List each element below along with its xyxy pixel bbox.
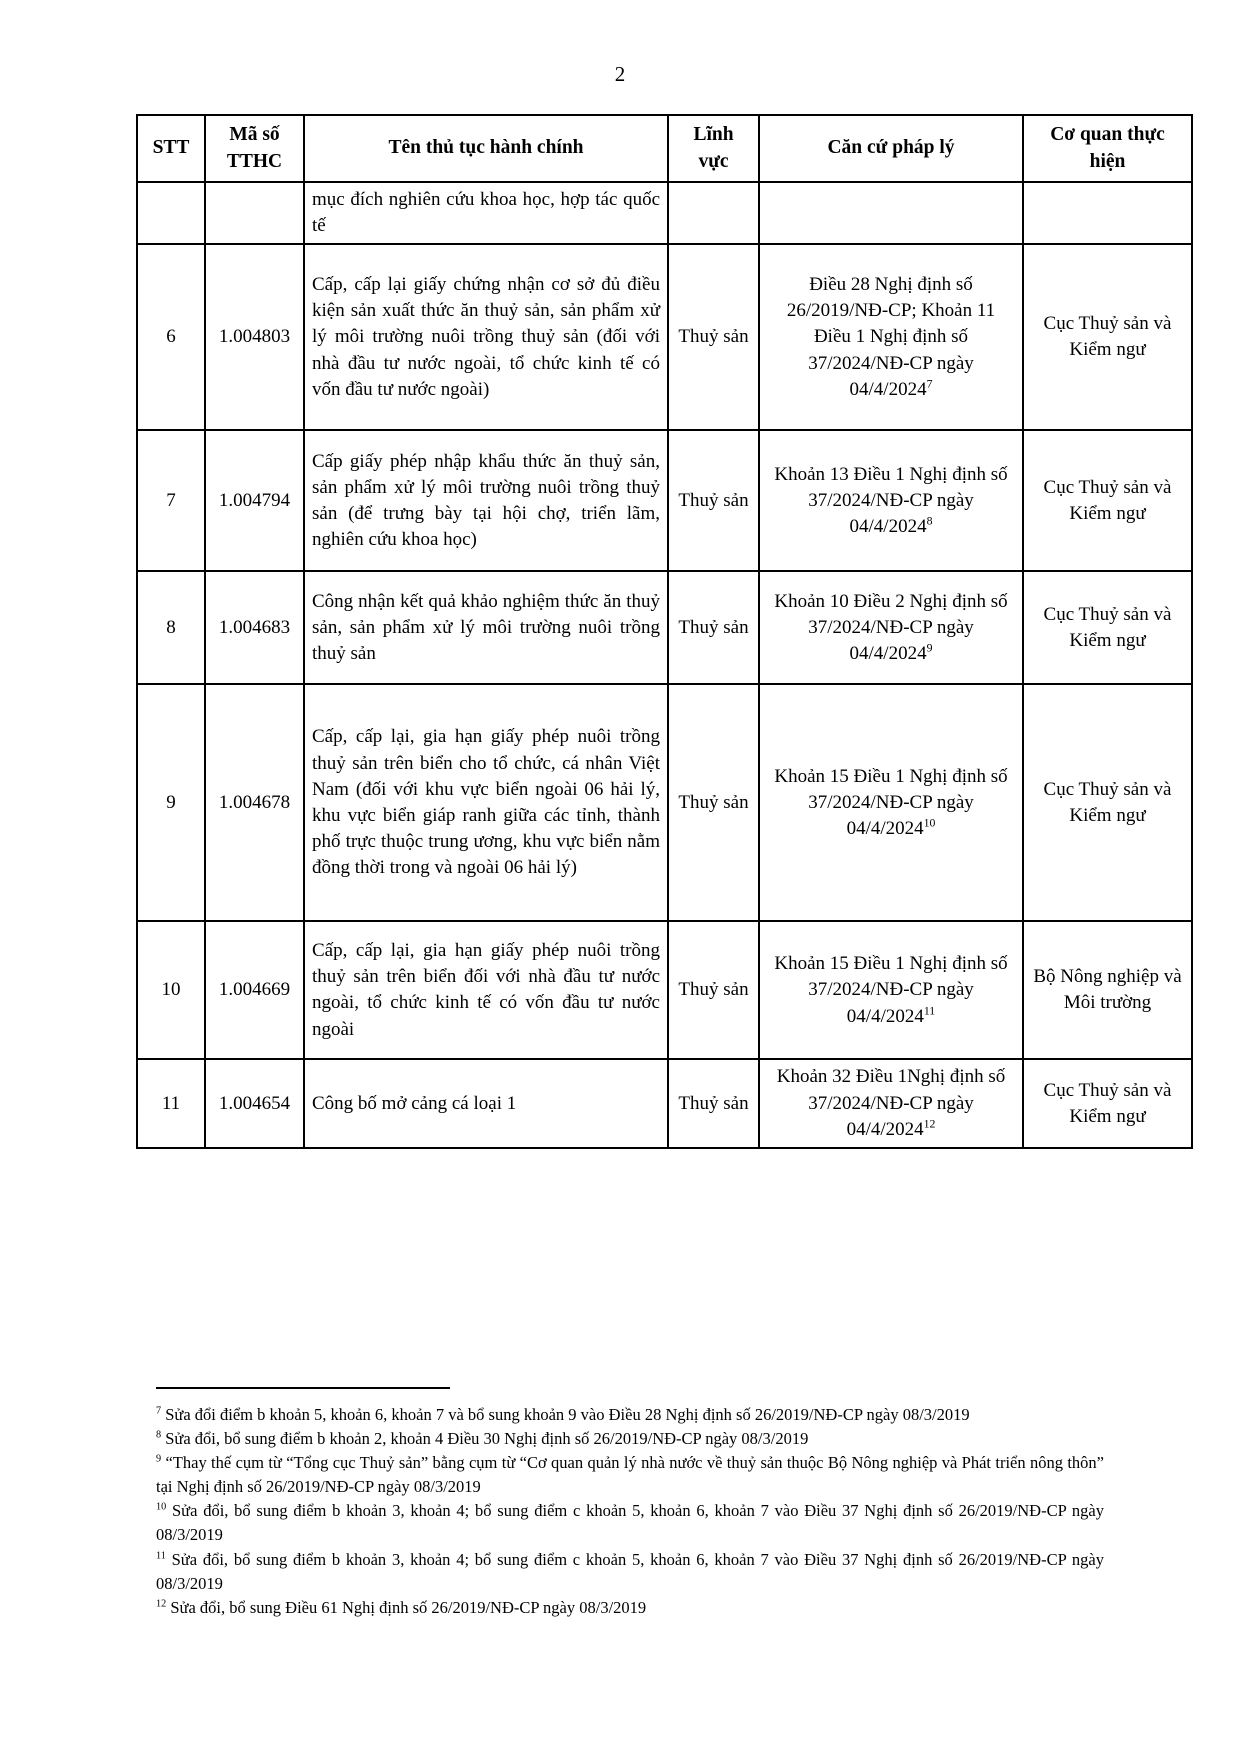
header-code: Mã số TTHC (205, 115, 304, 182)
header-agency: Cơ quan thực hiện (1023, 115, 1192, 182)
table-row (137, 684, 1192, 921)
footnote-reference: 12 (923, 1117, 936, 1131)
cell-procedure-name: Cấp, cấp lại giấy chứng nhận cơ sở đủ điều kiện sản xuất thức ăn thuỷ sản, sản phẩm xử lý môi trường nuôi trồng thuỷ sản (đối với nhà đầu tư nước ngoài, tổ chức kinh tế có vốn đầu tư nước ngoài) (304, 244, 668, 430)
table-row (137, 430, 1192, 571)
cell-procedure-name: Cấp, cấp lại, gia hạn giấy phép nuôi trồng thuỷ sản trên biển đối với nhà đầu tư nước ngoài, tổ chức kinh tế có vốn đầu tư nước ngoài (304, 921, 668, 1059)
cell-field: Thuỷ sản (668, 921, 759, 1059)
footnote-separator (156, 1387, 450, 1389)
header-name: Tên thủ tục hành chính (304, 115, 668, 182)
footnote-number: 11 (156, 1550, 166, 1562)
header-stt: STT (137, 115, 205, 182)
cell-code (205, 182, 304, 244)
table-row (137, 571, 1192, 684)
legal-basis-text: Khoản 15 Điều 1 Nghị định số 37/2024/NĐ-CP ngày 04/4/2024 (774, 953, 1008, 1027)
cell-legal (759, 430, 1023, 571)
cell-field: Thuỷ sản (668, 1059, 759, 1148)
table-row (137, 244, 1192, 430)
cell-legal (759, 684, 1023, 921)
footnote-text: Sửa đổi điểm b khoản 5, khoản 6, khoản 7 và bổ sung khoản 9 vào Điều 28 Nghị định số 26/2019/NĐ-CP ngày 08/3/2019 (165, 1405, 970, 1425)
table-row (137, 921, 1192, 1059)
table-row-carryover (137, 182, 1192, 244)
header-field: Lĩnh vực (668, 115, 759, 182)
cell-stt: 8 (137, 571, 205, 684)
cell-legal (759, 244, 1023, 430)
cell-procedure-name: Công nhận kết quả khảo nghiệm thức ăn thuỷ sản, sản phẩm xử lý môi trường nuôi trồng thuỷ sản (304, 571, 668, 684)
cell-procedure-name: Công bố mở cảng cá loại 1 (304, 1059, 668, 1148)
cell-field: Thuỷ sản (668, 684, 759, 921)
cell-stt: 7 (137, 430, 205, 571)
legal-basis-text: Khoản 32 Điều 1Nghị định số 37/2024/NĐ-CP ngày 04/4/2024 (776, 1066, 1006, 1140)
cell-field: Thuỷ sản (668, 571, 759, 684)
footnote-text: Sửa đổi, bổ sung điểm b khoản 3, khoản 4; bổ sung điểm c khoản 5, khoản 6, khoản 7 vào Điều 37 Nghị định số 26/2019/NĐ-CP ngày 08/3/2019 (156, 1549, 1105, 1593)
footnote-text: Sửa đổi, bổ sung Điều 61 Nghị định số 26/2019/NĐ-CP ngày 08/3/2019 (170, 1597, 647, 1617)
cell-procedure-name: Cấp giấy phép nhập khẩu thức ăn thuỷ sản, sản phẩm xử lý môi trường nuôi trồng thuỷ sản (để trưng bày tại hội chợ, triển lãm, nghiên cứu khoa học) (304, 430, 668, 571)
table-header-row (137, 115, 1192, 182)
cell-agency: Cục Thuỷ sản và Kiểm ngư (1023, 571, 1192, 684)
cell-code: 1.004683 (205, 571, 304, 684)
cell-code: 1.004678 (205, 684, 304, 921)
cell-agency: Cục Thuỷ sản và Kiểm ngư (1023, 244, 1192, 430)
footnote-number: 10 (156, 1501, 167, 1513)
cell-stt: 10 (137, 921, 205, 1059)
cell-code: 1.004794 (205, 430, 304, 571)
cell-agency (1023, 182, 1192, 244)
footnote-text: Sửa đổi, bổ sung điểm b khoản 2, khoản 4 Điều 30 Nghị định số 26/2019/NĐ-CP ngày 08/3/2019 (165, 1429, 809, 1449)
cell-agency: Cục Thuỷ sản và Kiểm ngư (1023, 1059, 1192, 1148)
footnote (156, 1548, 1104, 1596)
cell-code: 1.004803 (205, 244, 304, 430)
cell-legal (759, 571, 1023, 684)
cell-field (668, 182, 759, 244)
cell-procedure-name: Cấp, cấp lại, gia hạn giấy phép nuôi trồng thuỷ sản trên biển cho tổ chức, cá nhân Việt Nam (đối với khu vực biển ngoài 06 hải lý, khu vực biển giáp ranh giữa các tỉnh, thành phố trực thuộc trung ương, khu vực biển nằm đồng thời trong và ngoài 06 hải lý) (304, 684, 668, 921)
cell-field: Thuỷ sản (668, 430, 759, 571)
cell-agency: Cục Thuỷ sản và Kiểm ngư (1023, 684, 1192, 921)
table-row (137, 1059, 1192, 1148)
cell-stt (137, 182, 205, 244)
footnote (156, 1403, 1104, 1427)
footnote (156, 1427, 1104, 1451)
cell-code: 1.004669 (205, 921, 304, 1059)
footnote (156, 1451, 1104, 1499)
cell-procedure-name: mục đích nghiên cứu khoa học, hợp tác quốc tế (304, 182, 668, 244)
footnote-text: Sửa đổi, bổ sung điểm b khoản 3, khoản 4; bổ sung điểm c khoản 5, khoản 6, khoản 7 vào Điều 37 Nghị định số 26/2019/NĐ-CP ngày 08/3/2019 (156, 1501, 1104, 1545)
footnote-reference: 7 (926, 377, 933, 391)
cell-legal (759, 921, 1023, 1059)
legal-basis-text: Điều 28 Nghị định số 26/2019/NĐ-CP; Khoản 11 Điều 1 Nghị định số 37/2024/NĐ-CP ngày 04/4/2024 (786, 273, 996, 400)
footnote-number: 9 (156, 1453, 162, 1465)
cell-field: Thuỷ sản (668, 244, 759, 430)
footnote (156, 1499, 1104, 1547)
footnote-reference: 9 (926, 641, 933, 655)
legal-basis-text: Khoản 15 Điều 1 Nghị định số 37/2024/NĐ-CP ngày 04/4/2024 (774, 765, 1008, 840)
cell-legal (759, 182, 1023, 244)
footnote-reference: 8 (926, 514, 933, 528)
footnote-reference: 10 (923, 816, 936, 830)
footnote-number: 12 (156, 1598, 167, 1610)
footnote-number: 7 (156, 1405, 162, 1417)
cell-stt: 11 (137, 1059, 205, 1148)
cell-stt: 9 (137, 684, 205, 921)
procedures-table (136, 114, 1193, 1149)
footnote-text: “Thay thế cụm từ “Tổng cục Thuỷ sản” bằng cụm từ “Cơ quan quản lý nhà nước về thuỷ sản thuộc Bộ Nông nghiệp và Phát triển nông thôn” tại Nghị định số 26/2019/NĐ-CP ngày 08/3/2019 (156, 1453, 1104, 1497)
cell-code: 1.004654 (205, 1059, 304, 1148)
cell-agency: Cục Thuỷ sản và Kiểm ngư (1023, 430, 1192, 571)
header-legal: Căn cứ pháp lý (759, 115, 1023, 182)
cell-legal (759, 1059, 1023, 1148)
page-number: 2 (614, 62, 626, 86)
legal-basis-text: Khoản 10 Điều 2 Nghị định số 37/2024/NĐ-CP ngày 04/4/2024 (774, 590, 1008, 665)
cell-stt: 6 (137, 244, 205, 430)
legal-basis-text: Khoản 13 Điều 1 Nghị định số 37/2024/NĐ-CP ngày 04/4/2024 (774, 463, 1008, 538)
footnotes-section (156, 1387, 1104, 1620)
footnote (156, 1596, 1104, 1620)
cell-agency: Bộ Nông nghiệp và Môi trường (1023, 921, 1192, 1059)
footnote-reference: 11 (923, 1004, 936, 1018)
footnote-number: 8 (156, 1429, 162, 1441)
